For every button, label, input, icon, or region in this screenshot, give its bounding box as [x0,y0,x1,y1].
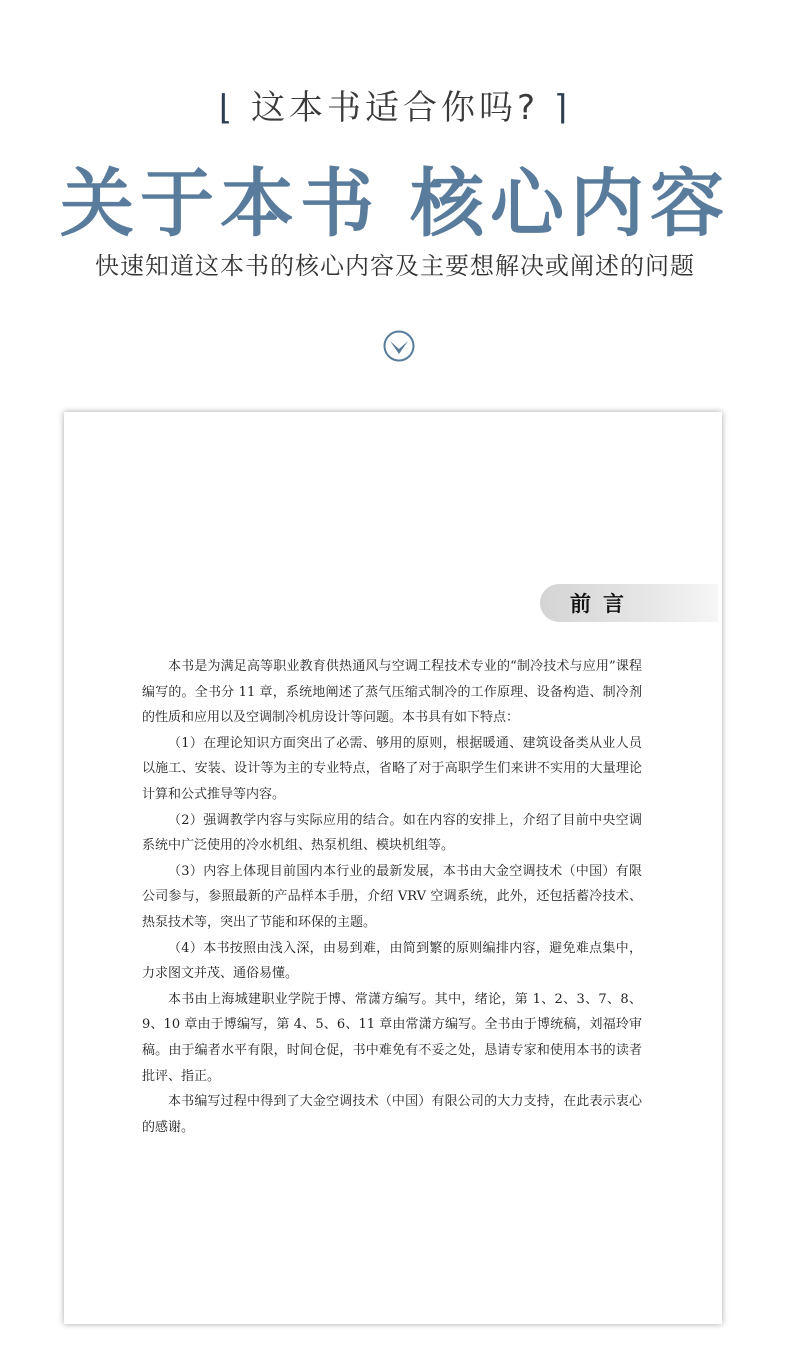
book-page [64,412,722,1324]
preface-paragraph: 本书编写过程中得到了大金空调技术（中国）有限公司的大力支持，在此表示衷心的感谢。 [142,1094,642,1135]
main-title [0,145,790,251]
preface-heading-tab [540,584,718,622]
subtitle: 快速知道这本书的核心内容及主要想解决或阐述的问题 [95,252,695,280]
preface-paragraph: （1）在理论知识方面突出了必需、够用的原则，根据暖通、建筑设备类从业人员以施工、安装、设计等为主的专业特点，省略了对于高职学生们来讲不实用的大量理论计算和公式推导等内容。 [142,735,642,802]
preface-paragraph: （2）强调教学内容与实际应用的结合。如在内容的安排上，介绍了目前中央空调系统中广泛使用的冷水机组、热泵机组、模块机组等。 [142,812,642,854]
header-banner [0,0,790,400]
question-text: 这本书适合你吗? [250,88,540,128]
left-bracket: ⌊ [218,88,251,128]
right-bracket: ⌉ [539,88,572,128]
preface-heading: 前言 [570,592,636,616]
preface-paragraph: （4）本书按照由浅入深，由易到难，由简到繁的原则编排内容，避免难点集中，力求图文并茂、通俗易懂。 [142,940,642,982]
question-line [0,80,790,129]
chevron-down-circle-icon [383,330,415,362]
preface-body [142,654,642,1140]
preface-paragraph: 本书是为满足高等职业教育供热通风与空调工程技术专业的“制冷技术与应用”课程编写的。全书分 11 章，系统地阐述了蒸气压缩式制冷的工作原理、设备构造、制冷剂的性质和应用以及空调制冷机房设计等问题。本书具有如下特点： [142,659,642,726]
preface-paragraph: 本书由上海城建职业学院于博、常潇方编写。其中，绪论，第 1、2、3、7、8、9、10 章由于博编写，第 4、5、6、11 章由常潇方编写。全书由于博统稿，刘福玲审稿。由于编者水平有限，时间仓促，书中难免有不妥之处，恳请专家和使用本书的读者批评、指正。 [142,991,642,1084]
title-part-core-content: 核心内容 [410,161,730,247]
preface-paragraph: （3）内容上体现目前国内本行业的最新发展，本书由大金空调技术（中国）有限公司参与，参照最新的产品样本手册，介绍 VRV 空调系统，此外，还包括蓄冷技术、热泵技术等，突出了节能和环保的主题。 [142,863,642,930]
title-part-about-book: 关于本书 [60,161,380,247]
